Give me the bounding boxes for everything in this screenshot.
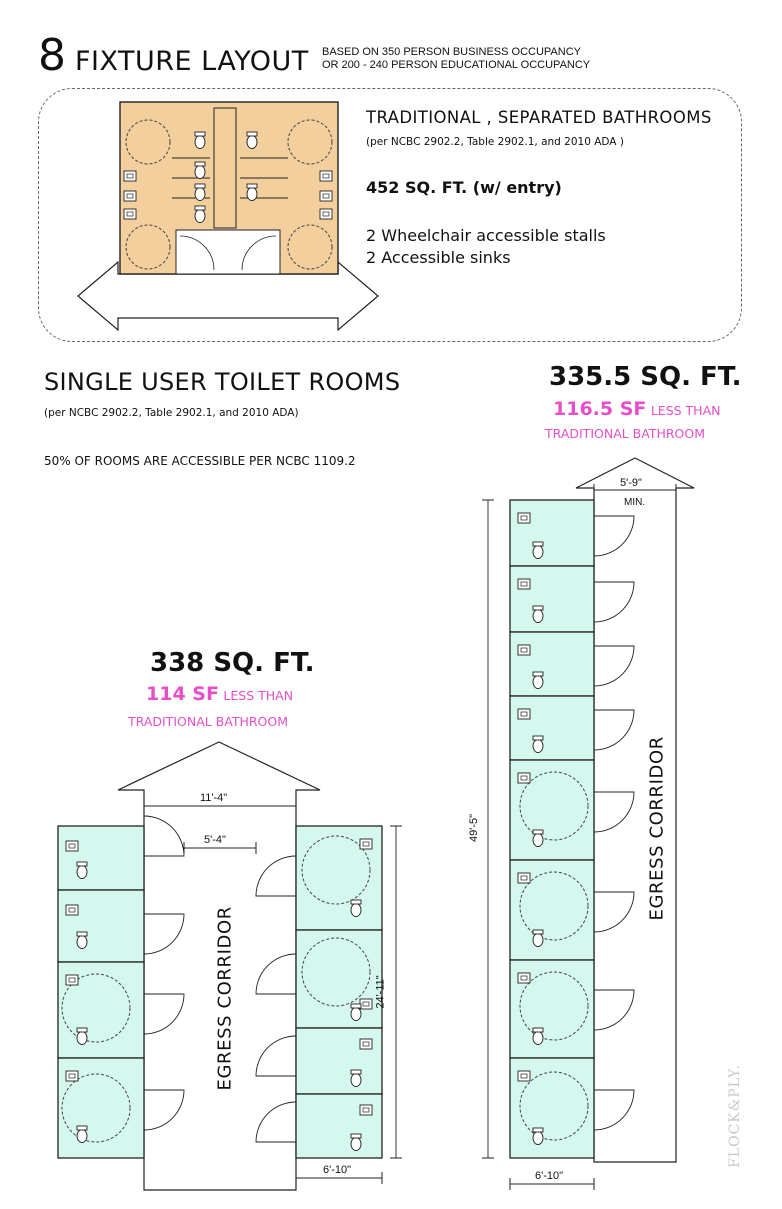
traditional-floorplan (78, 102, 378, 330)
layout-b-dim-note: MIN. (624, 497, 646, 508)
layout-b-dim-length: 49'-5" (468, 813, 481, 843)
basis-line-1: BASED ON 350 PERSON BUSINESS OCCUPANCY (322, 46, 581, 58)
layout-a-area: 338 SQ. FT. (150, 648, 315, 678)
layout-b-area: 335.5 SQ. FT. (549, 362, 742, 392)
layout-b-savings-text: LESS THAN (650, 403, 721, 418)
page-title: FIXTURE LAYOUT (75, 46, 309, 77)
basis-line-2: OR 200 - 240 PERSON EDUCATIONAL OCCUPANCY (322, 59, 591, 71)
layout-b-corridor-label: EGRESS CORRIDOR (646, 736, 668, 921)
layout-a-dim-length: 24'-11" (374, 975, 387, 1009)
single-user-reference: (per NCBC 2902.2, Table 2902.1, and 2010 ADA) (44, 407, 299, 419)
single-user-heading: SINGLE USER TOILET ROOMS (44, 368, 401, 396)
traditional-area: 452 SQ. FT. (w/ entry) (366, 178, 562, 197)
accessibility-note: 50% OF ROOMS ARE ACCESSIBLE PER NCBC 1109.2 (44, 454, 356, 468)
layout-b-savings (553, 398, 721, 420)
layout-a-savings-text2: TRADITIONAL BATHROOM (128, 714, 289, 729)
layout-a-dim-width: 11'-4" (200, 792, 228, 804)
section-number: 8 (38, 30, 66, 81)
layout-a-savings (146, 683, 293, 705)
traditional-feature-2: 2 Accessible sinks (366, 248, 511, 267)
traditional-feature-1: 2 Wheelchair accessible stalls (366, 226, 606, 245)
layout-a-savings-text: LESS THAN (223, 688, 294, 703)
layout-b-savings-value: 116.5 SF (553, 398, 647, 420)
layout-a-dim-corridor: 5'-4" (204, 834, 226, 846)
layout-a-corridor-label: EGRESS CORRIDOR (214, 906, 236, 1091)
layout-b-savings-text2: TRADITIONAL BATHROOM (545, 426, 706, 441)
layout-a-savings-value: 114 SF (146, 683, 219, 705)
traditional-heading: TRADITIONAL , SEPARATED BATHROOMS (366, 108, 712, 127)
layout-a-dim-room: 6'-10" (323, 1164, 352, 1176)
layout-b-dim-corridor: 5'-9" (620, 477, 642, 489)
layout-b-dim-room: 6'-10" (535, 1170, 564, 1182)
traditional-reference: (per NCBC 2902.2, Table 2902.1, and 2010 ADA ) (366, 136, 624, 148)
watermark-logo: FLOCK&PLY. (727, 1064, 743, 1168)
